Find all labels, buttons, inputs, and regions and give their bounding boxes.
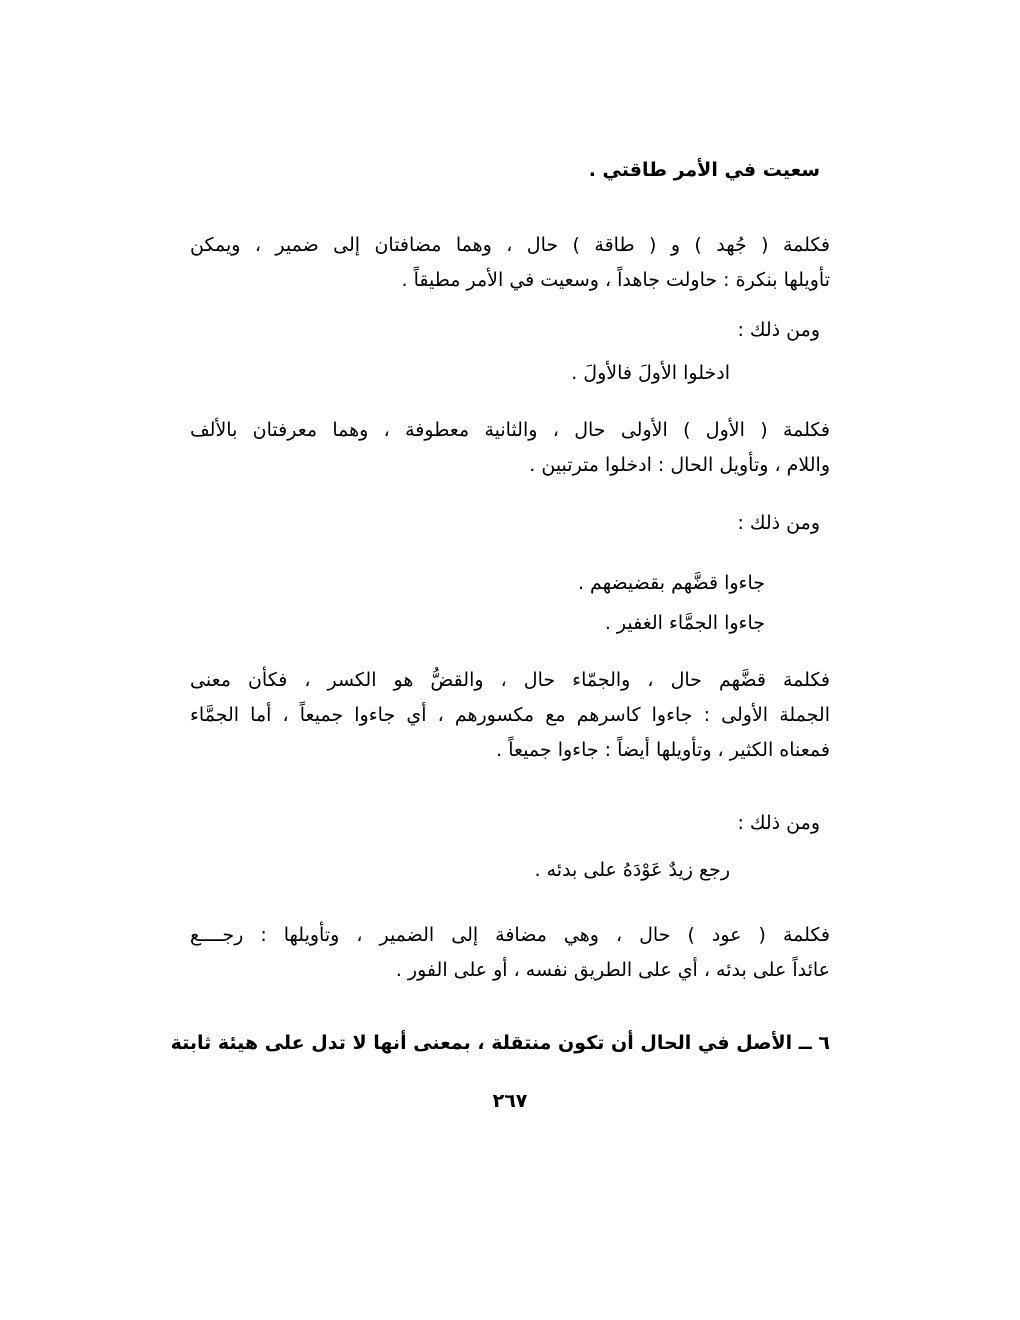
paragraph-line: الجملة الأولى : جاءوا كاسرهم مع مكسورهم ، أي جاءوا جميعاً ، أما الجمَّاء <box>190 704 830 726</box>
text-line-continuation: سعيت في الأمر طاقتي . <box>588 159 820 181</box>
example-sentence: ادخلوا الأولَ فالأولَ . <box>571 362 730 384</box>
example-intro: ومن ذلك : <box>737 319 820 341</box>
paragraph-line: فكلمة ( الأول ) الأولى حال ، والثانية معطوفة ، وهما معرفتان بالألف <box>190 419 830 441</box>
example-sentence: جاءوا قضَّهم بقضيضهم . <box>577 572 765 594</box>
paragraph-line: فمعناه الكثير ، وتأويلها أيضاً : جاءوا جميعاً . <box>496 739 830 761</box>
paragraph-line: واللام ، وتأويل الحال : ادخلوا مترتبين . <box>529 454 830 476</box>
numbered-rule-heading: ٦ ــ الأصل في الحال أن تكون منتقلة ، بمعنى أنها لا تدل على هيئة ثابتة <box>170 1032 830 1054</box>
paragraph-line: فكلمة ( عود ) حال ، وهي مضافة إلى الضمير ، وتأويلها : رجــــع <box>190 924 830 946</box>
paragraph-line: تأويلها بنكرة : حاولت جاهداً ، وسعيت في الأمر مطيقاً . <box>401 269 830 291</box>
example-intro: ومن ذلك : <box>737 812 820 834</box>
page-number: ٢٦٧ <box>492 1090 528 1112</box>
paragraph-line: عائداً على بدئه ، أي على الطريق نفسه ، أو على الفور . <box>395 959 830 981</box>
example-sentence: جاءوا الجمَّاء الغفير . <box>604 612 765 634</box>
paragraph-line: فكلمة قضَّهم حال ، والجمّاء حال ، والقضُّ هو الكسر ، فكأن معنى <box>190 669 830 691</box>
paragraph-line: فكلمة ( جُهد ) و ( طاقة ) حال ، وهما مضافتان إلى ضمير ، ويمكن <box>190 234 830 256</box>
example-sentence: رجع زيدٌ عَوْدَهُ على بدئه . <box>534 859 730 881</box>
example-intro: ومن ذلك : <box>737 512 820 534</box>
